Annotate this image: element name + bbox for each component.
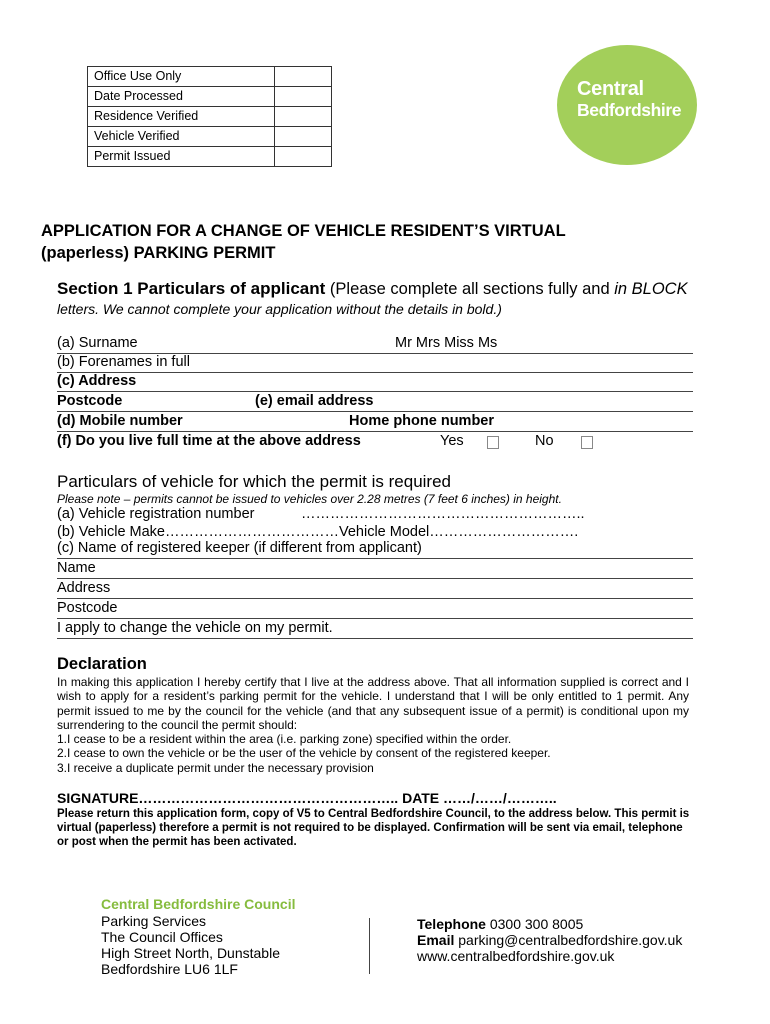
section-1-instructions: (Please complete all sections fully and <box>325 280 615 298</box>
office-field[interactable] <box>275 147 332 167</box>
form-title-line-2: (paperless) PARKING PERMIT <box>41 244 276 262</box>
vehicle-registration-label: (a) Vehicle registration number <box>57 506 255 522</box>
telephone-number: 0300 300 8005 <box>485 916 584 932</box>
address-line: Bedfordshire LU6 1LF <box>101 961 238 977</box>
no-checkbox[interactable] <box>581 436 593 449</box>
council-name: Central Bedfordshire Council <box>101 896 296 912</box>
address-row[interactable] <box>57 371 693 392</box>
surname-row[interactable] <box>57 333 693 354</box>
declaration-text: In making this application I hereby certify that I live at the address above. That all information supplied is correct and I wish to apply for a resident’s parking permit for the vehicle. I understand that I will be only entitled to 1 permit. Any permit issued to me by the council for the vehicle (and that any subsequent issue of a permit) is conditional upon my surrendering to the council the permit should: <box>57 675 689 732</box>
email-address[interactable]: parking@centralbedfordshire.gov.uk <box>454 932 683 948</box>
section-1-title: Section 1 Particulars of applicant <box>57 279 326 298</box>
live-full-time-row <box>57 431 693 451</box>
footer-divider <box>369 918 370 974</box>
logo-line-1: Central <box>577 78 644 100</box>
address-line: The Council Offices <box>101 929 223 945</box>
yes-checkbox[interactable] <box>487 436 499 449</box>
vehicle-height-note: Please note – permits cannot be issued to vehicles over 2.28 metres (7 feet 6 inches) in height. <box>57 492 562 506</box>
vehicle-registration-row[interactable] <box>57 504 693 524</box>
home-phone-label: Home phone number <box>349 413 495 429</box>
office-field[interactable] <box>275 67 332 87</box>
section-1-note: letters. We cannot complete your application without the details in bold.) <box>57 301 502 317</box>
declaration-heading: Declaration <box>57 655 147 673</box>
office-row <box>88 87 332 107</box>
address-line: High Street North, Dunstable <box>101 945 280 961</box>
vehicle-section-heading: Particulars of vehicle for which the permit is required <box>57 472 451 491</box>
keeper-name-label: Name <box>57 560 96 576</box>
title-options[interactable]: Mr Mrs Miss Ms <box>395 335 498 351</box>
office-field[interactable] <box>275 87 332 107</box>
vehicle-make-model-label: (b) Vehicle Make………………………………Vehicle Model…………………………. <box>57 524 579 540</box>
section-1-block-letters: in BLOCK <box>614 280 688 298</box>
office-row <box>88 67 332 87</box>
contact-details <box>417 916 682 964</box>
surname-label: (a) Surname <box>57 335 138 351</box>
office-field[interactable] <box>275 107 332 127</box>
declaration-item: 1.I cease to be a resident within the area (i.e. parking zone) specified within the order. <box>57 732 512 747</box>
keeper-postcode-row[interactable] <box>57 598 693 619</box>
central-bedfordshire-logo <box>557 45 697 165</box>
telephone-label: Telephone <box>417 916 486 932</box>
form-title <box>41 220 691 264</box>
declaration-item: 3.I receive a duplicate permit under the necessary provision <box>57 760 374 775</box>
apply-change-row <box>57 618 693 639</box>
postcode-label: Postcode <box>57 393 123 409</box>
declaration-body <box>57 675 689 775</box>
logo-line-2: Bedfordshire <box>577 100 682 120</box>
office-row-label: Residence Verified <box>88 107 275 127</box>
office-row-label: Date Processed <box>88 87 275 107</box>
return-instructions: Please return this application form, copy of V5 to Central Bedfordshire Council, to the address below. This permit is virtual (paperless) therefore a permit is not required to be displayed. Confirmation will be sent via email, telephone or post when the permit has been activated. <box>57 808 690 848</box>
keeper-address-row[interactable] <box>57 578 693 599</box>
email-contact-label: Email <box>417 932 455 948</box>
office-use-table <box>87 66 332 167</box>
telephone-line <box>417 916 682 932</box>
keeper-address-label: Address <box>57 580 111 596</box>
vehicle-registration-dots: ………………………………………………….. <box>301 506 585 522</box>
keeper-name-row[interactable] <box>57 558 693 579</box>
signature-date-line[interactable]: SIGNATURE……………………………………………….. DATE ……/……/……….. <box>57 790 557 806</box>
office-row-label: Office Use Only <box>88 67 275 87</box>
registered-keeper-row <box>57 538 693 559</box>
apply-change-text: I apply to change the vehicle on my permit. <box>57 620 333 636</box>
no-label: No <box>535 433 554 449</box>
postcode-email-row[interactable] <box>57 391 693 412</box>
website-link[interactable]: www.centralbedfordshire.gov.uk <box>417 948 615 964</box>
office-row-label: Permit Issued <box>88 147 275 167</box>
office-row-label: Vehicle Verified <box>88 127 275 147</box>
forenames-row[interactable] <box>57 352 693 373</box>
live-full-time-label: (f) Do you live full time at the above address <box>57 433 361 449</box>
office-row <box>88 147 332 167</box>
registered-keeper-label: (c) Name of registered keeper (if different from applicant) <box>57 540 422 556</box>
yes-label: Yes <box>440 433 464 449</box>
mobile-label: (d) Mobile number <box>57 413 183 429</box>
email-line <box>417 932 682 948</box>
office-row <box>88 107 332 127</box>
address-line: Parking Services <box>101 913 207 929</box>
email-label: (e) email address <box>255 393 374 409</box>
office-row <box>88 127 332 147</box>
form-title-line-1: APPLICATION FOR A CHANGE OF VEHICLE RESIDENT’S VIRTUAL <box>41 222 566 240</box>
address-label: (c) Address <box>57 373 137 389</box>
section-1-heading <box>57 279 697 319</box>
forenames-label: (b) Forenames in full <box>57 354 190 370</box>
council-address <box>101 913 280 977</box>
keeper-postcode-label: Postcode <box>57 600 118 616</box>
declaration-item: 2.I cease to own the vehicle or be the user of the vehicle by consent of the registered keeper. <box>57 746 551 761</box>
office-field[interactable] <box>275 127 332 147</box>
phone-row[interactable] <box>57 411 693 432</box>
